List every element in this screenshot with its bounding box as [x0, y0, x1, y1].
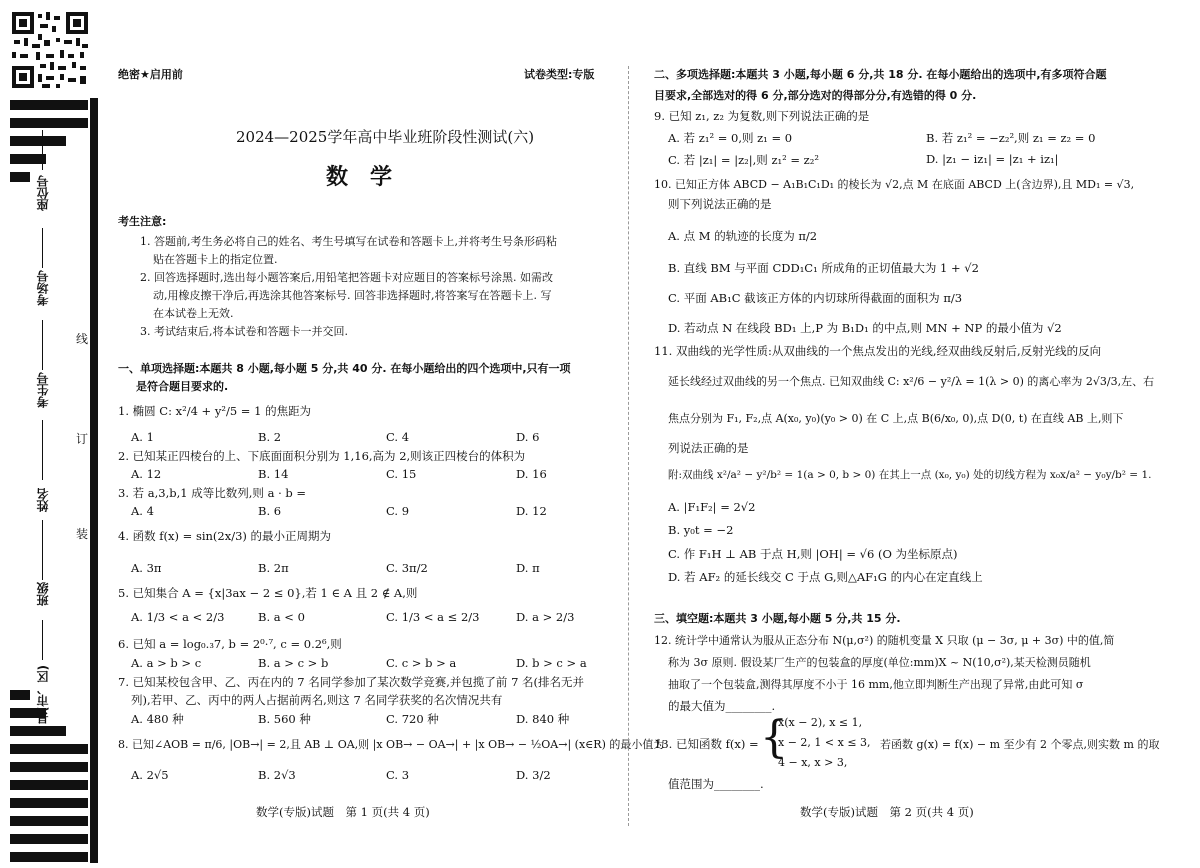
q4-stem: 4. 函数 f(x) = sin(2x/3) 的最小正周期为	[118, 529, 332, 543]
stripe	[10, 744, 88, 754]
q12-stem-cont: 的最大值为________.	[668, 699, 776, 713]
q11-option-d: D. 若 AF₂ 的延长线交 C 于点 G,则△AF₁G 的内心在定直线上	[668, 570, 983, 584]
q5-option-d: D. a > 2/3	[516, 610, 575, 624]
q5-option-b: B. a < 0	[258, 610, 305, 624]
q12-stem-cont: 抽取了一个包装盒,测得其厚度不小于 16 mm,他立即判断生产出现了异常,由此可知 σ	[668, 678, 1084, 691]
q13-case: x − 2, 1 < x ≤ 3,	[778, 736, 871, 749]
q11-option-b: B. y₀t = −2	[668, 523, 734, 537]
stripe	[10, 798, 88, 808]
q7-stem: 7. 已知某校包含甲、乙、丙在内的 7 名同学参加了某次数学竞赛,并包揽了前 7 名(排名无并	[118, 675, 585, 689]
q10-stem-cont: 则下列说法正确的是	[668, 197, 772, 211]
stripe	[10, 118, 88, 128]
q3-stem: 3. 若 a,3,b,1 成等比数列,则 a · b =	[118, 486, 307, 500]
q6-option-b: B. a > c > b	[258, 656, 329, 670]
q4-option-c: C. 3π/2	[386, 561, 428, 575]
q3-option-b: B. 6	[258, 504, 282, 518]
q13-case: x(x − 2), x ≤ 1,	[778, 716, 863, 729]
q9-option-a: A. 若 z₁² = 0,则 z₁ = 0	[668, 131, 793, 145]
q11-stem-cont: 列说法正确的是	[668, 441, 749, 455]
q9-option-c: C. 若 |z₁| = |z₂|,则 z₁² = z₂²	[668, 153, 819, 167]
qr-code	[10, 10, 90, 90]
q10-option-a: A. 点 M 的轨迹的长度为 π/2	[668, 229, 818, 243]
q8-stem: 8. 已知∠AOB = π/6, |OB→| = 2,且 AB ⊥ OA,则 |x OB→ − OA→| + |x OB→ − ½OA→| (x∈R) 的最小值为	[118, 738, 665, 751]
q6-option-a: A. a > b > c	[131, 656, 202, 670]
fill-line	[42, 420, 43, 480]
stripe	[10, 172, 30, 182]
q11-stem: 11. 双曲线的光学性质:从双曲线的一个焦点发出的光线,经双曲线反射后,反射光线的反向	[654, 344, 1102, 358]
q4-option-d: D. π	[516, 561, 540, 575]
q2-stem: 2. 已知某正四棱台的上、下底面面积分别为 1,16,高为 2,则该正四棱台的体积为	[118, 449, 526, 463]
q11-option-c: C. 作 F₁H ⊥ AB 于点 H,则 |OH| = √6 (O 为坐标原点)	[668, 547, 958, 561]
cut-mark-bind: 订	[76, 432, 89, 446]
q7-stem-cont: 列),若甲、乙、丙中的两人占据前两名,则这 7 名同学获奖的名次情况共有	[131, 693, 503, 707]
stripe	[10, 852, 88, 862]
q8-option-d: D. 3/2	[516, 768, 551, 782]
notice-line: 在本试卷上无效.	[153, 307, 234, 320]
q1-option-b: B. 2	[258, 430, 282, 444]
q13-stem-cont: 若函数 g(x) = f(x) − m 至少有 2 个零点,则实数 m 的取	[880, 738, 1160, 751]
confidential-label: 绝密★启用前	[118, 68, 183, 81]
q7-option-a: A. 480 种	[131, 712, 184, 726]
stripe	[10, 690, 30, 700]
q10-option-b: B. 直线 BM 与平面 CDD₁C₁ 所成角的正切值最大为 1 + √2	[668, 261, 979, 275]
stripe	[10, 780, 88, 790]
cut-mark-line: 线	[76, 332, 89, 346]
q3-option-d: D. 12	[516, 504, 547, 518]
stripe	[10, 154, 46, 164]
q2-option-b: B. 14	[258, 467, 289, 481]
q7-option-c: C. 720 种	[386, 712, 439, 726]
notice-title: 考生注意:	[118, 215, 167, 228]
page-footer-left: 数学(专版)试题 第 1 页(共 4 页)	[256, 805, 430, 819]
page-footer-right: 数学(专版)试题 第 2 页(共 4 页)	[800, 805, 974, 819]
q5-option-c: C. 1/3 < a ≤ 2/3	[386, 610, 480, 624]
q11-stem-cont: 延长线经过双曲线的另一个焦点. 已知双曲线 C: x²/6 − y²/λ = 1(λ > 0) 的离心率为 2√3/3,左、右	[668, 375, 1155, 388]
section1-title: 一、单项选择题:本题共 8 小题,每小题 5 分,共 40 分. 在每小题给出的四个选项中,只有一项	[118, 362, 571, 375]
q10-option-c: C. 平面 AB₁C 截该正方体的内切球所得截面的面积为 π/3	[668, 291, 963, 305]
q13-brace: {	[760, 712, 788, 763]
stripe	[10, 816, 88, 826]
q3-option-c: C. 9	[386, 504, 410, 518]
q6-stem: 6. 已知 a = log₀.₃7, b = 2⁰·⁷, c = 0.2⁶,则	[118, 637, 342, 651]
notice-line: 贴在答题卡上的指定位置.	[153, 253, 278, 266]
q4-option-a: A. 3π	[131, 561, 162, 575]
binding-strip	[0, 0, 100, 868]
q12-stem-cont: 称为 3σ 原则. 假设某厂生产的包装盒的厚度(单位:mm)X ~ N(10,σ²),某天检测员随机	[668, 656, 1091, 669]
page-divider	[628, 66, 630, 826]
q7-option-b: B. 560 种	[258, 712, 311, 726]
q6-option-c: C. c > b > a	[386, 656, 457, 670]
section2-title-cont: 目要求,全部选对的得 6 分,部分选对的得部分分,有选错的得 0 分.	[654, 89, 977, 102]
county-label: 县(市、区)	[36, 665, 50, 724]
notice-line: 动,用橡皮擦干净后,再选涂其他答案标号. 回答非选择题时,将答案写在答题卡上. 写	[153, 289, 552, 302]
q13-stem-cont: 值范围为________.	[668, 777, 764, 791]
q9-option-d: D. |z₁ − iz₁| = |z₁ + iz₁|	[926, 152, 1059, 166]
notice-line: 1. 答题前,考生务必将自己的姓名、考生号填写在试卷和答题卡上,并将考生号条形码粘	[140, 235, 557, 248]
q13-case: 4 − x, x > 3,	[778, 756, 848, 769]
section1-title-cont: 是符合题目要求的.	[136, 380, 229, 393]
q1-option-d: D. 6	[516, 430, 540, 444]
q1-option-a: A. 1	[131, 430, 154, 444]
seat-label: 座位号	[36, 175, 50, 211]
name-label: 姓名	[36, 488, 50, 512]
exam-title: 2024—2025学年高中毕业班阶段性测试(六)	[236, 128, 535, 146]
q8-option-a: A. 2√5	[131, 768, 169, 782]
section3-title: 三、填空题:本题共 3 小题,每小题 5 分,共 15 分.	[654, 612, 901, 625]
section2-title: 二、多项选择题:本题共 3 小题,每小题 6 分,共 18 分. 在每小题给出的选项中,有多项符合题	[654, 68, 1107, 81]
fill-line	[42, 620, 43, 660]
q11-note: 附:双曲线 x²/a² − y²/b² = 1(a > 0, b > 0) 在其上一点 (x₀, y₀) 处的切线方程为 x₀x/a² − y₀y/b² = 1.	[668, 469, 1152, 481]
q9-stem: 9. 已知 z₁, z₂ 为复数,则下列说法正确的是	[654, 109, 870, 123]
student-no-label: 考生号	[36, 372, 50, 408]
fill-line	[42, 130, 43, 170]
notice-line: 3. 考试结束后,将本试卷和答题卡一并交回.	[140, 325, 348, 338]
q2-option-c: C. 15	[386, 467, 417, 481]
q11-option-a: A. |F₁F₂| = 2√2	[668, 500, 756, 514]
subject-title: 数 学	[326, 164, 393, 190]
q8-option-c: C. 3	[386, 768, 410, 782]
q6-option-d: D. b > c > a	[516, 656, 587, 670]
q9-option-b: B. 若 z₁² = −z₂²,则 z₁ = z₂ = 0	[926, 131, 1096, 145]
q10-option-d: D. 若动点 N 在线段 BD₁ 上,P 为 B₁D₁ 的中点,则 MN + NP 的最小值为 √2	[668, 321, 1062, 335]
fill-line	[42, 520, 43, 580]
q10-stem: 10. 已知正方体 ABCD − A₁B₁C₁D₁ 的棱长为 √2,点 M 在底面 ABCD 上(含边界),且 MD₁ = √3,	[654, 178, 1135, 191]
cut-mark-pack: 装	[76, 527, 89, 541]
q1-option-c: C. 4	[386, 430, 410, 444]
stripe	[10, 762, 88, 772]
q12-stem: 12. 统计学中通常认为服从正态分布 N(μ,σ²) 的随机变量 X 只取 (μ − 3σ, μ + 3σ) 中的值,简	[654, 634, 1115, 647]
stripe	[10, 100, 88, 110]
q4-option-b: B. 2π	[258, 561, 289, 575]
q2-option-a: A. 12	[131, 467, 162, 481]
q3-option-a: A. 4	[131, 504, 154, 518]
fill-line	[42, 320, 43, 370]
stripe	[10, 136, 66, 146]
q8-option-b: B. 2√3	[258, 768, 296, 782]
q5-stem: 5. 已知集合 A = {x|3ax − 2 ≤ 0},若 1 ∈ A 且 2 ∉ A,则	[118, 586, 418, 600]
paper-type: 试卷类型:专版	[524, 68, 595, 81]
stripe	[10, 726, 66, 736]
binding-stripe-column	[90, 98, 98, 863]
q2-option-d: D. 16	[516, 467, 547, 481]
q7-option-d: D. 840 种	[516, 712, 570, 726]
q1-stem: 1. 椭圆 C: x²/4 + y²/5 = 1 的焦距为	[118, 404, 312, 418]
q5-option-a: A. 1/3 < a < 2/3	[131, 610, 225, 624]
fill-line	[42, 228, 43, 268]
q13-stem: 13. 已知函数 f(x) =	[654, 737, 759, 751]
exam-room-label: 考场号	[36, 270, 50, 306]
class-label: 班级	[36, 582, 50, 606]
notice-line: 2. 回答选择题时,选出每小题答案后,用铅笔把答题卡对应题目的答案标号涂黑. 如需改	[140, 271, 553, 284]
stripe	[10, 834, 88, 844]
q11-stem-cont: 焦点分别为 F₁, F₂,点 A(x₀, y₀)(y₀ > 0) 在 C 上,点 B(6/x₀, 0),点 D(0, t) 在直线 AB 上,则下	[668, 412, 1124, 425]
